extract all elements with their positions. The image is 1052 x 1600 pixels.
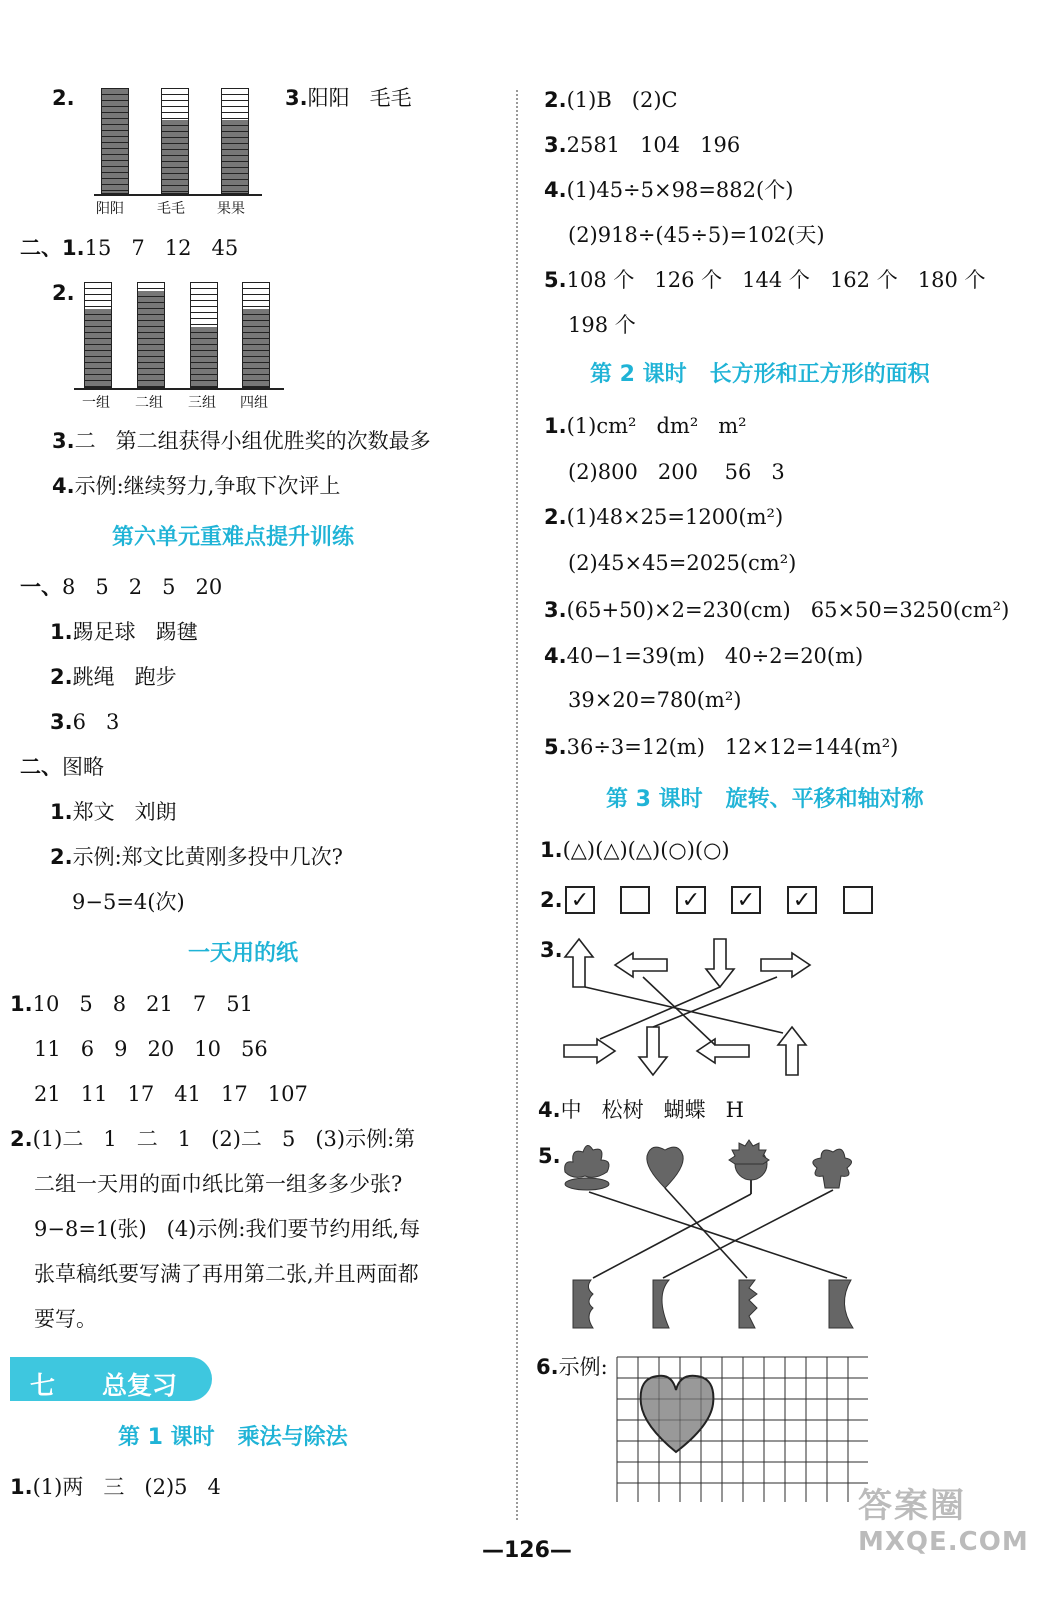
arrow-right-icon [564, 1039, 615, 1063]
chart1-bar [221, 88, 249, 194]
q3-number: 3. [540, 938, 563, 962]
chart1-label: 阳阳 [96, 201, 124, 217]
page-number: —126— [482, 1538, 572, 1563]
section-heading: 第 2 课时 长方形和正方形的面积 [590, 362, 930, 387]
half-figure-icon [573, 1280, 593, 1328]
line: 2.示例:郑文比黄刚多投中几次? [50, 845, 343, 869]
grid-drawing [616, 1356, 870, 1504]
leaf-base-icon [565, 1178, 609, 1190]
line: 4.中 松树 蝴蝶 H [538, 1098, 744, 1122]
line: 3.(65+50)×2=230(cm) 65×50=3250(cm²) [544, 598, 1010, 622]
line: 3.二 第二组获得小组优胜奖的次数最多 [52, 429, 431, 453]
watermark-url: MXQE.COM [858, 1527, 1029, 1557]
line: 1.10 5 8 21 7 51 [10, 992, 253, 1016]
line: 3.2581 104 196 [544, 133, 741, 157]
chart2-label: 一组 [82, 395, 110, 411]
unit-banner [10, 1357, 212, 1401]
line: 4.40−1=39(m) 40÷2=20(m) [544, 644, 864, 668]
line: 2.(1)二 1 二 1 (2)二 5 (3)示例:第 [10, 1127, 416, 1151]
chart1-bar [161, 88, 189, 194]
line: 5.36÷3=12(m) 12×12=144(m²) [544, 735, 899, 759]
chart2-bar [137, 282, 165, 388]
line: 9−5=4(次) [72, 890, 185, 914]
line: 1.郑文 刘朗 [50, 800, 177, 824]
unit-title: 总复习 [102, 1371, 178, 1400]
checkbox: ✓ [731, 886, 761, 914]
arrow-down-icon [706, 939, 734, 987]
line: 39×20=780(m²) [568, 688, 742, 712]
line: 1.(1)cm² dm² m² [544, 414, 747, 438]
chart2-bar [242, 282, 270, 388]
chart2-bar [190, 282, 218, 388]
line: 2.(1)48×25=1200(m²) [544, 505, 784, 529]
line: 21 11 17 41 17 107 [34, 1082, 308, 1106]
q2-number: 2. [52, 86, 75, 110]
q5-number: 5. [538, 1144, 561, 1168]
checkbox [843, 886, 873, 914]
watermark-logo: 答案圈 [858, 1486, 966, 1526]
q3-answer: 3.阳阳 毛毛 [285, 86, 412, 110]
line: 1.(△)(△)(△)(○)(○) [540, 838, 730, 862]
checkbox: ✓ [565, 886, 595, 914]
line: 4.(1)45÷5×98=882(个) [544, 178, 794, 202]
checkbox [620, 886, 650, 914]
line: 11 6 9 20 10 56 [34, 1037, 268, 1061]
section-heading: 第 3 课时 旋转、平移和轴对称 [606, 787, 924, 812]
arrow-right-icon [761, 953, 810, 977]
line: 二组一天用的面巾纸比第一组多多少张? [34, 1172, 403, 1196]
line: 要写。 [34, 1307, 97, 1331]
arrow-left-icon [615, 953, 667, 977]
column-divider [516, 90, 518, 1520]
line: 张草稿纸要写满了再用第二张,并且两面都 [34, 1262, 419, 1286]
part2-q1: 二、1.15 7 12 45 [20, 236, 239, 260]
section-heading: 第 1 课时 乘法与除法 [118, 1425, 348, 1450]
line: (2)918÷(45÷5)=102(天) [568, 223, 825, 247]
line: 5.108 个 126 个 144 个 162 个 180 个 [544, 268, 986, 292]
leaf-icon [565, 1145, 609, 1177]
line: 4.示例:继续努力,争取下次评上 [52, 474, 341, 498]
chart1-label: 毛毛 [157, 201, 185, 217]
section-heading: 一天用的纸 [188, 941, 299, 966]
half-figure-icon [653, 1280, 669, 1328]
line: (2)800 200 56 3 [568, 460, 785, 484]
line: 9−8=1(张) (4)示例:我们要节约用纸,每 [34, 1217, 421, 1241]
symmetry-matching-figure [555, 1138, 875, 1338]
half-figure-icon [739, 1280, 757, 1328]
checkbox: ✓ [676, 886, 706, 914]
line: 2.跳绳 跑步 [50, 665, 177, 689]
heart-leaf-icon [647, 1147, 683, 1188]
chart2-label: 四组 [240, 395, 268, 411]
line: 1.踢足球 踢毽 [50, 620, 198, 644]
half-figure-icon [829, 1280, 853, 1328]
line: (2)45×45=2025(cm²) [568, 551, 797, 575]
maple-leaf-icon [813, 1149, 852, 1188]
watermark [858, 1478, 1029, 1557]
chart2-label: 三组 [188, 395, 216, 411]
part2-q2-number: 2. [52, 281, 75, 305]
line: 1.(1)两 三 (2)5 4 [10, 1475, 221, 1499]
arrow-up-icon [778, 1027, 806, 1075]
chart1-axis [94, 194, 262, 196]
checkbox: ✓ [787, 886, 817, 914]
unit-number: 七 [30, 1371, 56, 1400]
arrow-down-icon [639, 1027, 667, 1075]
arrow-up-icon [565, 939, 593, 987]
chart2-bar [84, 282, 112, 388]
arrow-left-icon [697, 1039, 749, 1063]
chart2-label: 二组 [135, 395, 163, 411]
line: 6.示例: [536, 1355, 608, 1379]
q2-number: 2. [540, 888, 563, 912]
flower-petals-icon [729, 1140, 769, 1164]
line: 一、8 5 2 5 20 [20, 575, 223, 599]
chart1-bar [101, 88, 129, 194]
line: 2.(1)B (2)C [544, 88, 678, 112]
line: 198 个 [568, 313, 636, 337]
line: 3.6 3 [50, 710, 120, 734]
section-heading: 第六单元重难点提升训练 [112, 525, 355, 550]
chart1-label: 果果 [217, 201, 245, 217]
line: 二、图略 [20, 755, 104, 779]
chart2-axis [74, 388, 284, 390]
arrow-matching-figure [555, 935, 825, 1080]
